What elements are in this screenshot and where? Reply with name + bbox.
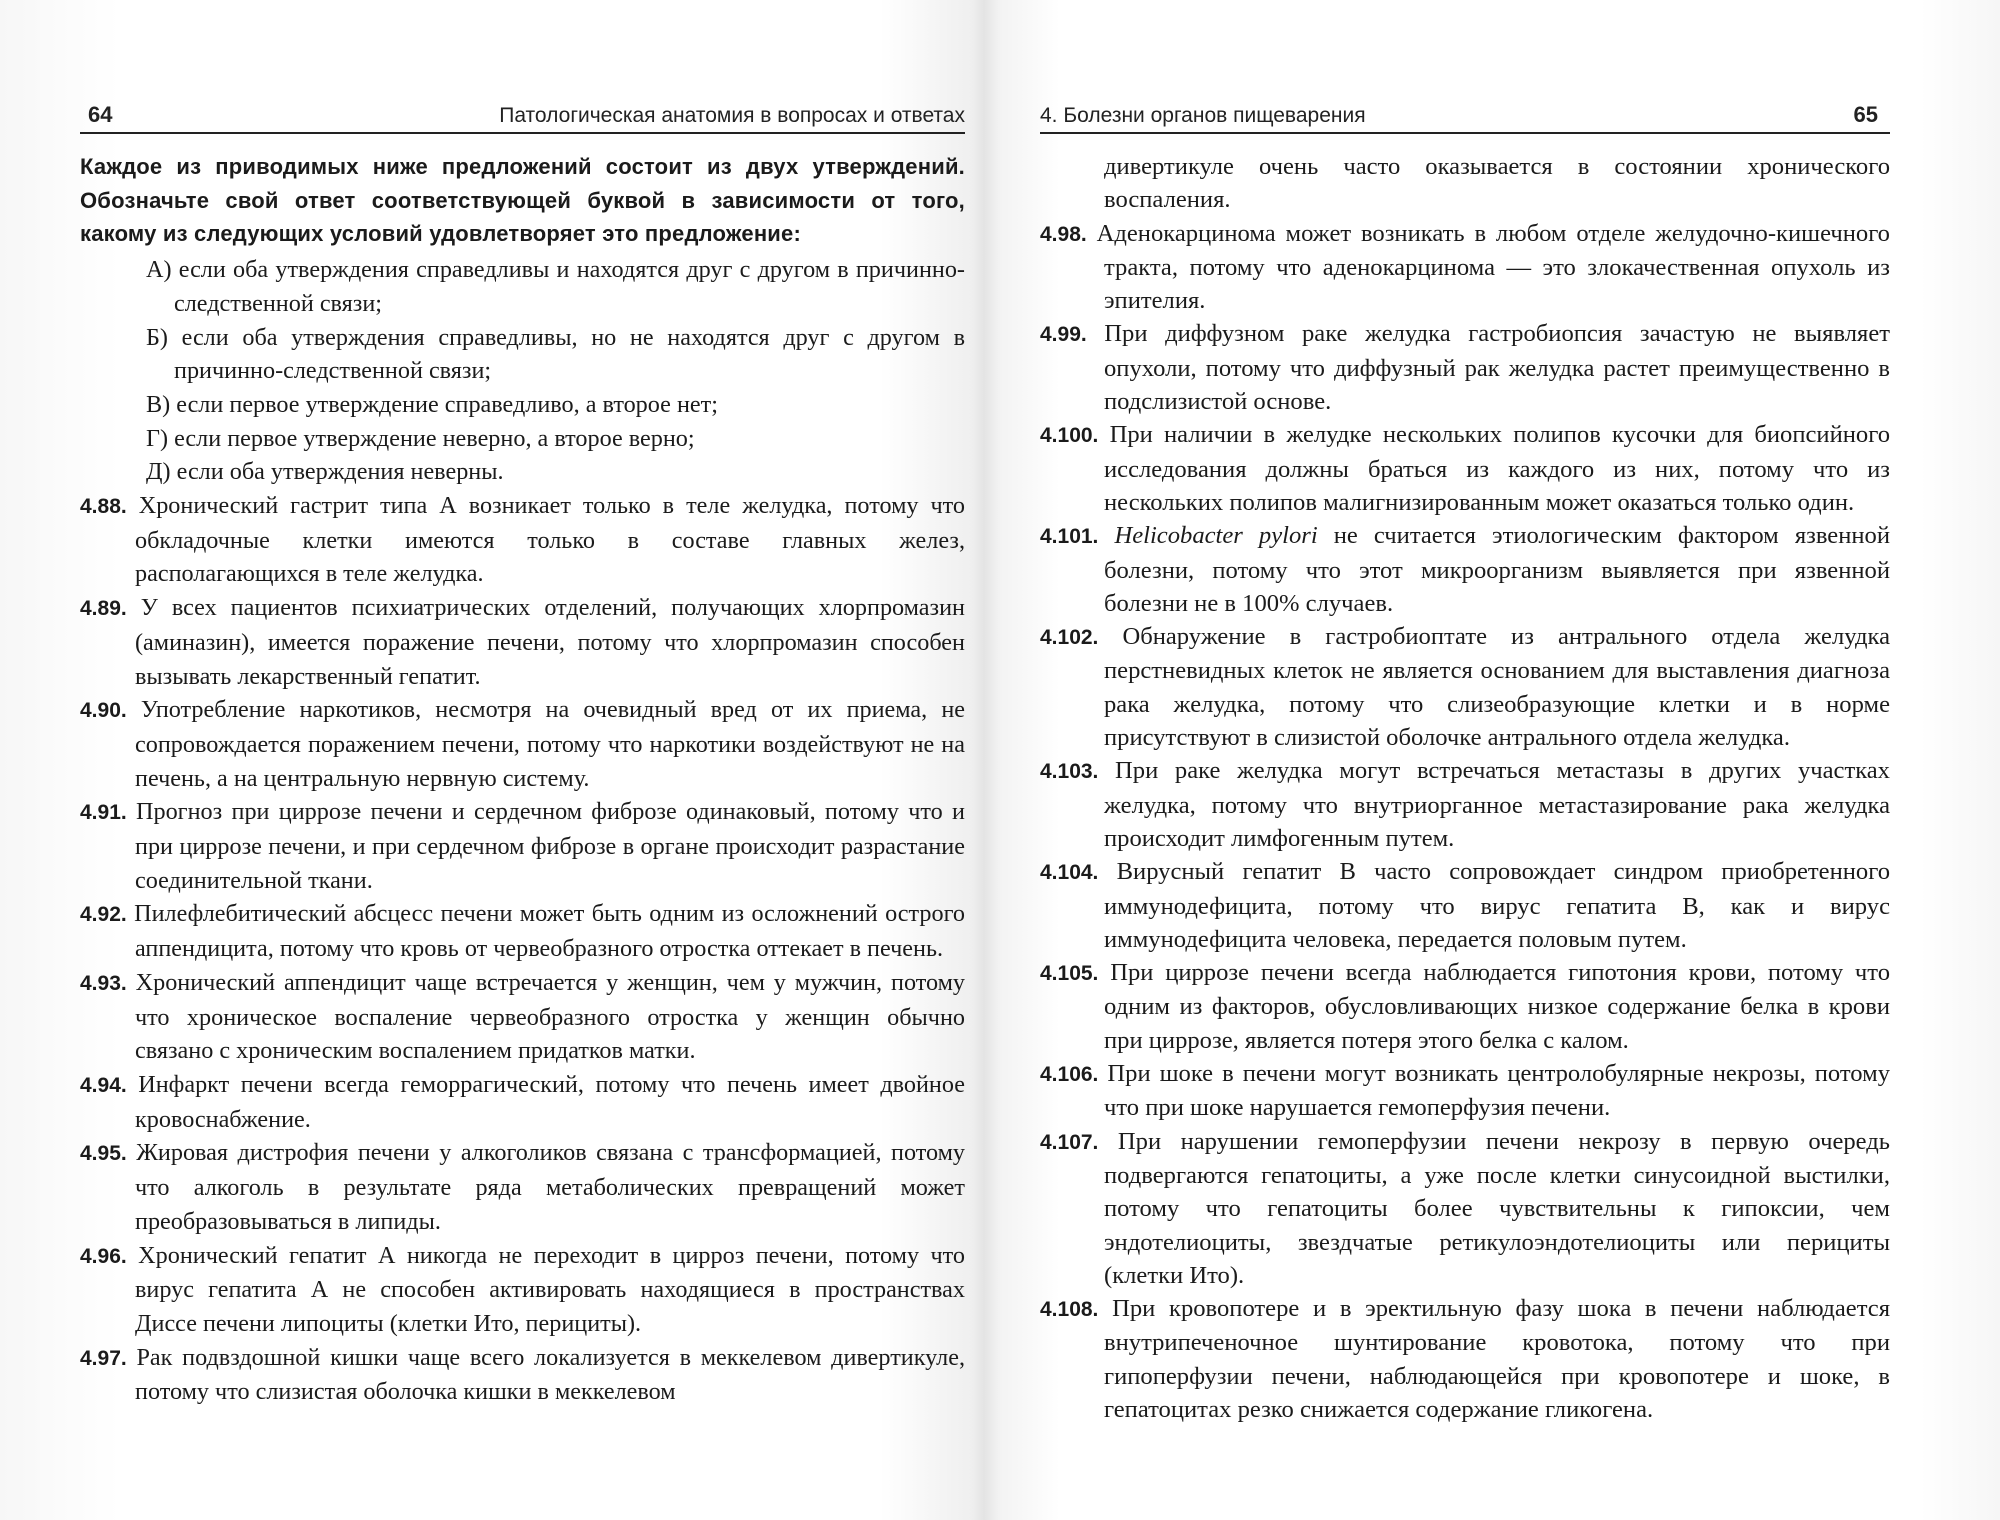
question-number: 4.99. [1040, 323, 1087, 347]
question-number: 4.105. [1040, 962, 1099, 986]
right-page-body [1040, 150, 1890, 1426]
question-number: 4.92. [80, 903, 127, 927]
question-item [1040, 1292, 1890, 1426]
question-number: 4.107. [1040, 1130, 1099, 1154]
running-title: 4. Болезни органов пищеварения [1040, 104, 1366, 127]
question-text: При наличии в желудке нескольких полипов кусочки для биопсийного исследования должны браться из каждого из них, потому что из нескольких полипов малигнизированным может оказаться только один. [1104, 421, 1890, 516]
question-list [1040, 217, 1890, 1427]
question-text: При кровопотере и в эректильную фазу шока в печени наблюдается внутрипеченочное шунтирование кровотока, потому что при гипоперфузии печени, наблюдающейся при кровопотере и шоке, в гепатоцитах резко снижается содержание гликогена. [1104, 1295, 1891, 1423]
question-number: 4.95. [80, 1142, 127, 1166]
question-item [1040, 855, 1890, 956]
answer-option: Д) если оба утверждения неверны. [146, 458, 504, 486]
question-item [80, 966, 965, 1068]
question-item [1040, 620, 1890, 754]
question-number: 4.88. [80, 495, 127, 519]
question-text: не считается этиологическим фактором язвенной болезни, потому что этот микроорганизм выявляется при язвенной болезни не в 100% случаев. [1104, 522, 1891, 617]
left-page-body [80, 150, 965, 1409]
question-item [1040, 1125, 1890, 1292]
question-item [1040, 754, 1890, 855]
right-page [1040, 0, 1890, 1520]
question-text: Аденокарцинома может возникать в любом отделе желудочно-кишечного тракта, потому что аденокарцинома — это злокачественная опухоль из эпителия. [1096, 219, 1890, 315]
left-page [80, 0, 965, 1520]
organism-name: Helicobacter pylori [1114, 522, 1318, 550]
question-item [80, 693, 965, 795]
question-number: 4.96. [80, 1244, 127, 1268]
question-item [1040, 418, 1890, 519]
question-text: При нарушении гемоперфузии печени некрозу в первую очередь подвергаются гепатоциты, а уже после клетки синусоидной выстилки, потому что гепатоциты более чувствительны к гипоксии, чем эндотелиоциты, звездчатые ретикулоэндотелиоциты или перициты (клетки Ито). [1104, 1127, 1890, 1289]
question-item [80, 489, 965, 591]
question-item [1040, 317, 1890, 418]
question-item [1040, 1057, 1890, 1125]
question-number: 4.101. [1040, 525, 1099, 549]
question-number: 4.103. [1040, 760, 1099, 784]
question-continuation: дивертикуле очень часто оказывается в состоянии хронического воспаления. [1104, 153, 1890, 214]
question-item [1040, 217, 1890, 318]
question-text: Инфаркт печени всегда геморрагический, потому что печень имеет двойное кровоснабжение. [135, 1070, 966, 1133]
question-item [1040, 519, 1890, 620]
question-text: Хронический аппендицит чаще встречается у женщин, чем у мужчин, потому что хроническое воспаление червеобразного отростка у женщин обычно связано с хроническим воспалением придатков матки. [135, 968, 966, 1065]
question-number: 4.102. [1040, 626, 1099, 650]
question-text: Хронический гастрит типа А возникает только в теле желудка, потому что обкладочные клетки имеются только в составе главных желез, располагающихся в теле желудка. [135, 492, 965, 588]
question-text: Жировая дистрофия печени у алкоголиков связана с трансформацией, потому что алкоголь в результате ряда метаболических превращений может преобразовываться в липиды. [135, 1139, 966, 1235]
question-item [80, 897, 965, 965]
question-text: Хронический гепатит А никогда не переходит в цирроз печени, потому что вирус гепатита А не способен активировать находящиеся в пространствах Диссе печени липоциты (клетки Ито, перициты). [135, 1241, 966, 1337]
question-number: 4.98. [1040, 222, 1087, 246]
answer-options [80, 253, 965, 489]
page-number: 64 [88, 102, 113, 127]
question-list [80, 489, 965, 1409]
question-number: 4.97. [80, 1346, 127, 1370]
question-item [80, 1136, 965, 1238]
question-text: При диффузном раке желудка гастробиопсия зачастую не выявляет опухоли, потому что диффузный рак желудка растет преимущественно в подслизистой основе. [1104, 320, 1890, 416]
question-text: Прогноз при циррозе печени и сердечном фиброзе одинаковый, потому что и при циррозе печени, и при сердечном фиброзе в органе происходит разрастание соединительной ткани. [135, 798, 965, 894]
question-item [80, 1239, 965, 1341]
question-number: 4.89. [80, 597, 127, 621]
left-page-header [80, 96, 965, 134]
question-number: 4.94. [80, 1073, 127, 1097]
question-text: При шоке в печени могут возникать центролобулярные некрозы, потому что при шоке нарушается гемоперфузия печени. [1104, 1060, 1890, 1122]
question-item [80, 795, 965, 897]
running-title: Патологическая анатомия в вопросах и ответах [499, 104, 965, 127]
question-number: 4.90. [80, 699, 127, 723]
answer-option: В) если первое утверждение справедливо, а второе нет; [146, 390, 718, 418]
question-text: Пилефлебитический абсцесс печени может быть одним из осложнений острого аппендицита, потому что кровь от червеобразного отростка оттекает в печень. [134, 900, 966, 963]
answer-option: Г) если первое утверждение неверно, а второе верно; [146, 424, 695, 452]
question-text: Вирусный гепатит В часто сопровождает синдром приобретенного иммунодефицита, потому что вирус гепатита В, как и вирус иммунодефицита человека, передается половым путем. [1104, 858, 1890, 953]
question-text: Рак подвздошной кишки чаще всего локализуется в меккелевом дивертикуле, потому что слизистая оболочка кишки в меккелевом [135, 1343, 966, 1406]
answer-option: А) если оба утверждения справедливы и находятся друг с другом в причинно-следственной связи; [146, 256, 965, 317]
right-page-header [1040, 96, 1890, 134]
question-text: Употребление наркотиков, несмотря на очевидный вред от их приема, не сопровождается поражением печени, потому что наркотики воздействуют не на печень, а на центральную нервную систему. [135, 696, 965, 792]
question-number: 4.93. [80, 971, 127, 995]
question-text: У всех пациентов психиатрических отделений, получающих хлорпромазин (аминазин), имеется поражение печени, потому что хлорпромазин способен вызывать лекарственный гепатит. [135, 594, 965, 690]
question-item [1040, 956, 1890, 1057]
question-number: 4.106. [1040, 1063, 1099, 1087]
question-item [80, 1068, 965, 1136]
question-item [80, 591, 965, 693]
question-text: При раке желудка могут встречаться метастазы в других участках желудка, потому что внутриорганное метастазирование рака желудка происходит лимфогенным путем. [1104, 757, 1890, 852]
question-text: Обнаружение в гастробиоптате из антрального отдела желудка перстневидных клеток не является основанием для выставления диагноза рака желудка, потому что слизеобразующие клетки и в норме присутствуют в слизистой оболочке антрального отдела желудка. [1104, 623, 1890, 752]
question-number: 4.108. [1040, 1298, 1099, 1322]
instructions: Каждое из приводимых ниже предложений состоит из двух утверждений. Обозначьте свой ответ соответствующей буквой в зависимости от того, какому из следующих условий удовлетворяет это предложение: [80, 154, 965, 247]
answer-option: Б) если оба утверждения справедливы, но не находятся друг с другом в причинно-следственной связи; [146, 323, 965, 385]
question-number: 4.91. [80, 801, 127, 825]
question-number: 4.100. [1040, 424, 1099, 448]
question-item [80, 1341, 965, 1409]
question-text: При циррозе печени всегда наблюдается гипотония крови, потому что одним из факторов, обусловливающих низкое содержание белка в крови при циррозе, является потеря этого белка с калом. [1104, 959, 1891, 1054]
page-number: 65 [1853, 102, 1878, 127]
question-number: 4.104. [1040, 861, 1099, 885]
